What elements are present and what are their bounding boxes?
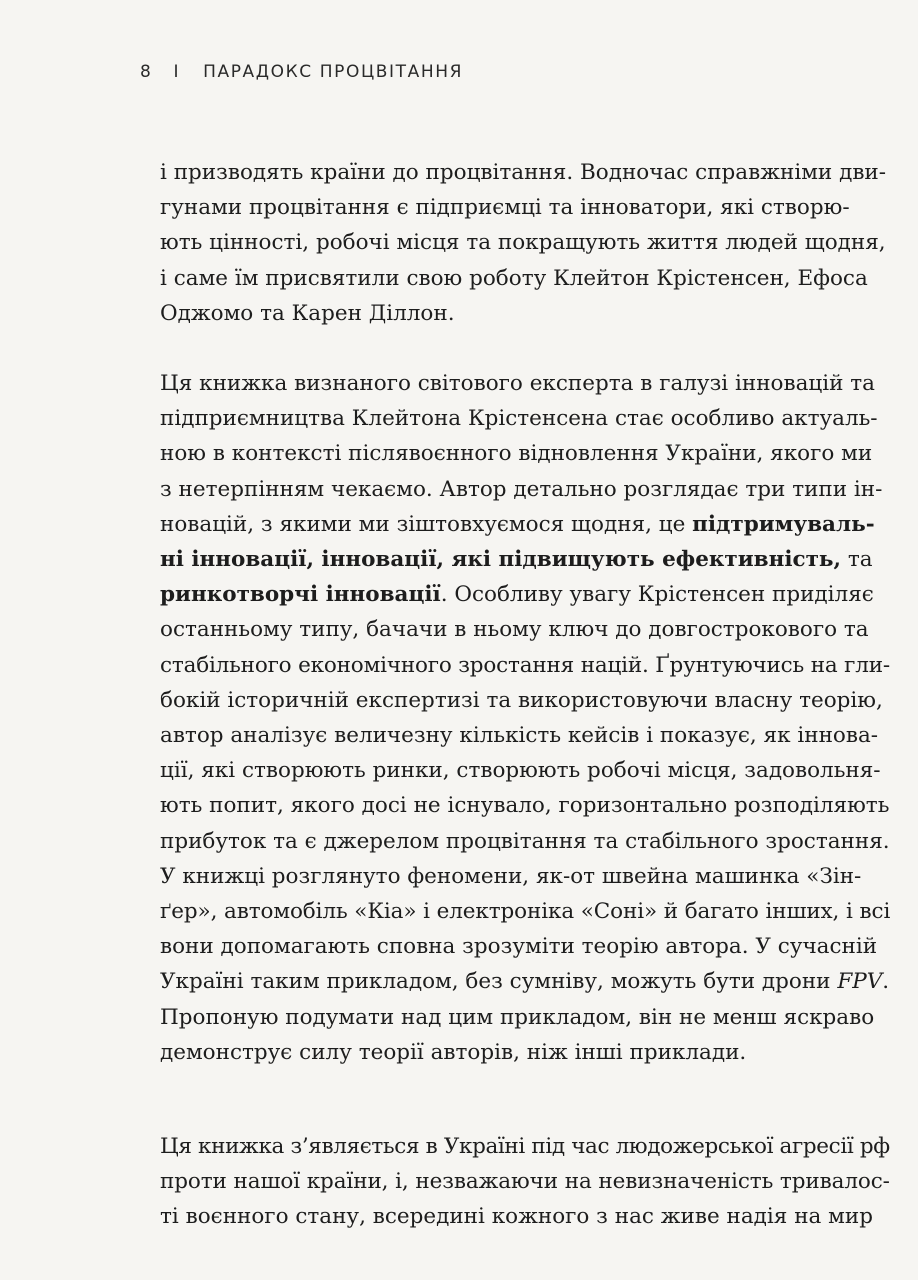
book-title: ПАРАДОКС ПРОЦВІТАННЯ — [203, 62, 464, 82]
text-line: Ця книжка визнаного світового експерта в галузі інновацій та — [160, 371, 876, 396]
text-segment: . — [882, 969, 890, 995]
bold-term: ні інновації, інновації, які підвищують ефективність, — [160, 547, 841, 573]
text-line: ті воєнного стану, всередині кожного з нас живе надія на мир — [160, 1204, 873, 1230]
text-segment: новацій, з якими ми зіштовхуємося щодня, це — [160, 511, 693, 537]
text-line — [160, 542, 890, 577]
text-line: бокій історичній експертизі та використовуючи власну теорію, — [160, 687, 883, 713]
paragraph-1 — [160, 155, 890, 331]
text-line: проти нашої країни, і, незважаючи на невизначеність тривалос- — [160, 1169, 890, 1195]
text-line — [160, 577, 890, 612]
italic-term: FPV — [837, 969, 883, 995]
running-head — [140, 62, 463, 82]
paragraph-3 — [160, 1129, 890, 1235]
text-line: вони допомагають сповна зрозуміти теорію автора. У сучасній — [160, 934, 878, 960]
text-segment: Україні таким прикладом, без сумніву, можуть бути дрони — [160, 969, 838, 995]
text-line: і саме їм присвятили свою роботу Клейтон Крістенсен, Ефоса — [160, 265, 868, 291]
text-line: прибуток та є джерелом процвітання та стабільного зростання. — [160, 828, 890, 854]
text-line: ною в контексті післявоєнного відновлення України, якого ми — [160, 441, 873, 467]
text-line: Ця книжка з’являється в Україні під час людожерської агресії рф — [160, 1134, 890, 1159]
header-separator: I — [173, 62, 181, 82]
text-segment: . Особливу увагу Крістенсен приділяє — [440, 582, 874, 608]
bold-term: підтримуваль- — [692, 511, 875, 537]
text-line — [160, 964, 890, 999]
text-line: ють попит, якого досі не існувало, горизонтально розподіляють — [160, 793, 890, 819]
text-line: Пропоную подумати над цим прикладом, він не менш яскраво — [160, 1004, 875, 1030]
text-line: У книжці розглянуто феномени, як-от швейна машинка «Зін- — [160, 863, 862, 889]
text-line: Оджомо та Карен Діллон. — [160, 300, 455, 326]
text-line: автор аналізує величезну кількість кейсів і показує, як іннова- — [160, 723, 879, 749]
page-number: 8 — [140, 62, 153, 82]
text-line: стабільного економічного зростання націй. Ґрунтуючись на гли- — [160, 652, 890, 678]
text-line: і призводять країни до процвітання. Водночас справжніми дви- — [160, 160, 887, 185]
text-segment: та — [841, 547, 873, 573]
text-line: останньому типу, бачачи в ньому ключ до довгострокового та — [160, 617, 869, 643]
bold-term: ринкотворчі інновації — [160, 582, 441, 608]
text-line: підприємництва Клейтона Крістенсена стає особливо актуаль- — [160, 406, 878, 432]
paragraph-2 — [160, 366, 890, 1070]
text-line: демонструє силу теорії авторів, ніж інші приклади. — [160, 1039, 747, 1065]
text-line: ції, які створюють ринки, створюють робочі місця, задовольня- — [160, 758, 881, 784]
text-line: ють цінності, робочі місця та покращують життя людей щодня, — [160, 230, 886, 256]
text-line — [160, 507, 890, 542]
text-line: з нетерпінням чекаємо. Автор детально розглядає три типи ін- — [160, 476, 883, 502]
text-line: гунами процвітання є підприємці та інноватори, які створю- — [160, 195, 850, 221]
text-line: ґер», автомобіль «Кіа» і електроніка «Соні» й багато інших, і всі — [160, 899, 891, 925]
